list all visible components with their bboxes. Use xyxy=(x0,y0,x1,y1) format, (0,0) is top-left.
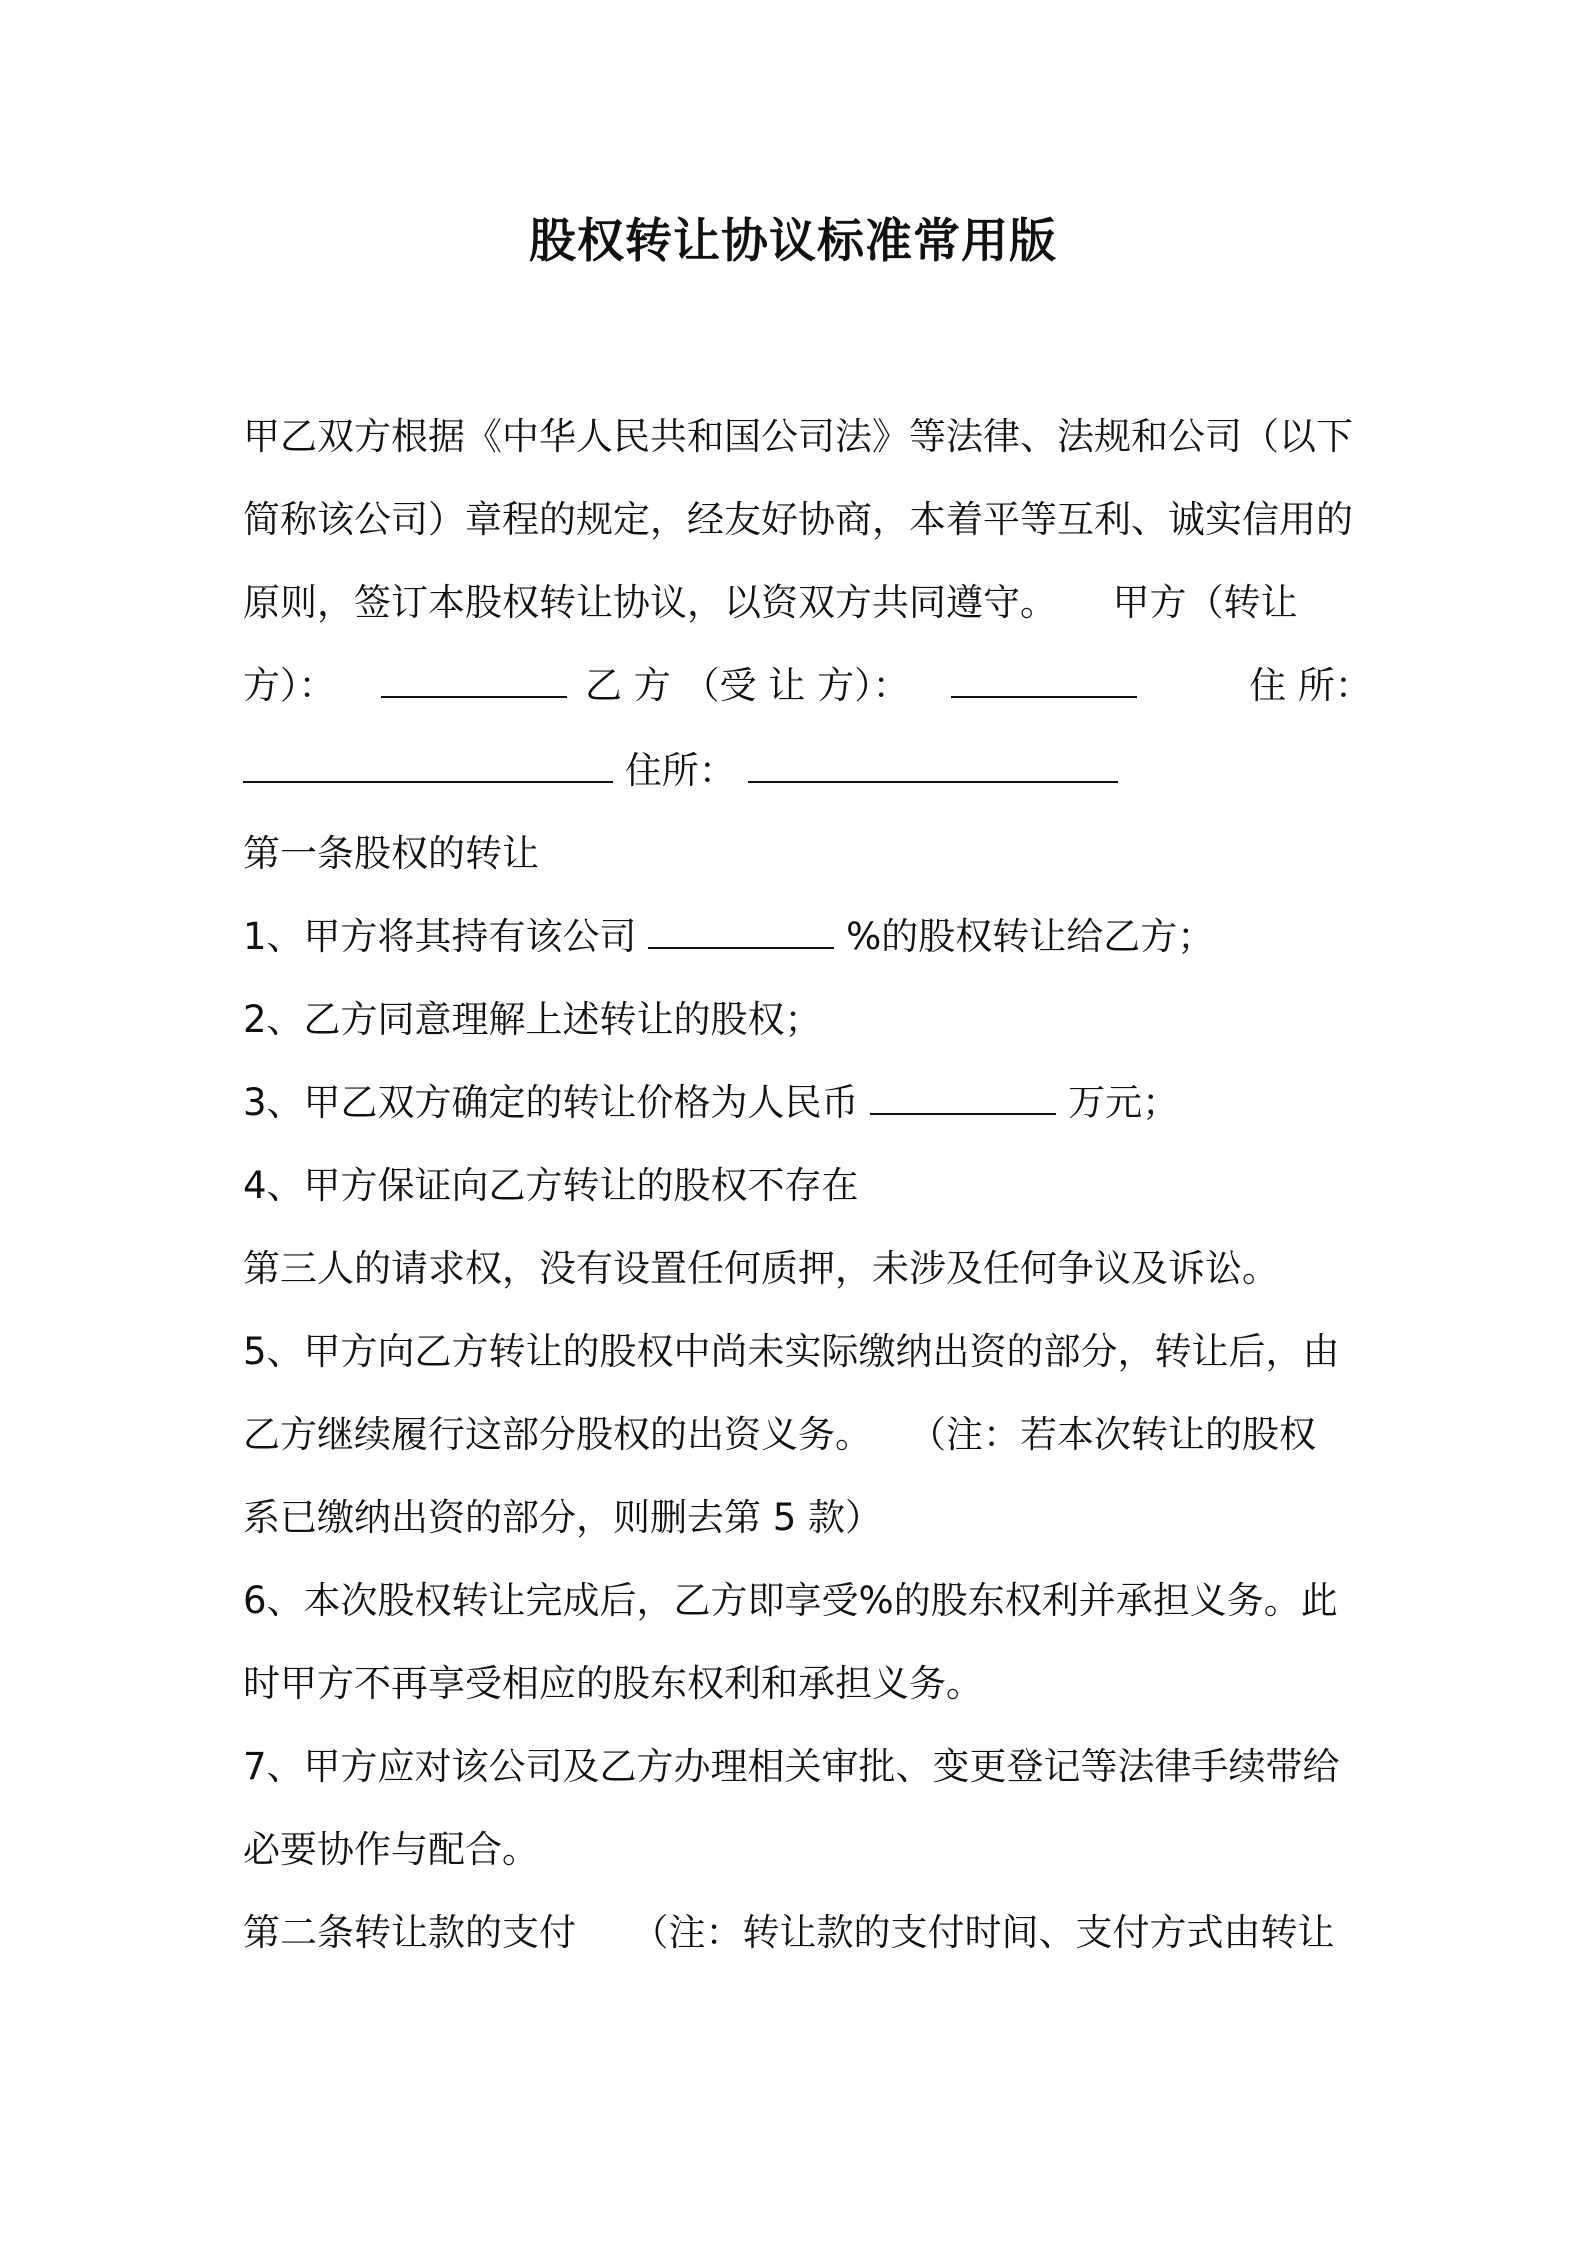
clause-3 xyxy=(243,1078,1353,1128)
line-text: 2、乙方同意理解上述转让的股权； xyxy=(243,998,822,1041)
address-label: 住 所： xyxy=(1249,664,1372,707)
line-text: 4、甲方保证向乙方转让的股权不存在 xyxy=(243,1164,859,1207)
paragraph-line-3 xyxy=(243,578,1353,628)
line-text: 6、本次股权转让完成后，乙方即享受%的股东权利并承担义务。此 xyxy=(243,1579,1338,1622)
line-text: 1、甲方将其持有该公司 xyxy=(243,915,637,958)
clause-7 xyxy=(243,1742,1353,1792)
clause-6 xyxy=(243,1576,1353,1626)
party-b-blank xyxy=(951,662,1137,698)
party-a-blank xyxy=(381,662,567,698)
line-text: 5、甲方向乙方转让的股权中尚未实际缴纳出资的部分，转让后，由 xyxy=(243,1330,1340,1373)
percentage-blank xyxy=(648,913,834,949)
party-a-label: 方）： xyxy=(243,664,336,707)
line-text: 原则，签订本股权转让协议，以资双方共同遵守。 甲方（转让 xyxy=(243,581,1298,624)
address-a-blank xyxy=(243,747,613,783)
clause-5 xyxy=(243,1327,1353,1377)
paragraph-line-1 xyxy=(243,412,1353,462)
paragraph-line-2 xyxy=(243,495,1353,545)
line-text: 3、甲乙双方确定的转让价格为人民币 xyxy=(243,1081,859,1124)
line-text: 第一条股权的转让 xyxy=(243,832,539,875)
line-text: 7、甲方应对该公司及乙方办理相关审批、变更登记等法律手续带给 xyxy=(243,1745,1340,1788)
party-line xyxy=(243,661,1372,711)
line-text: %的股权转让给乙方； xyxy=(846,915,1215,958)
line-text: 必要协作与配合。 xyxy=(243,1828,539,1871)
clause-5-note xyxy=(243,1493,1353,1543)
line-text: 万元； xyxy=(1068,1081,1180,1124)
address-b-blank xyxy=(748,747,1118,783)
article-1-heading xyxy=(243,829,1353,879)
line-text: 系已缴纳出资的部分，则删去第 5 款） xyxy=(243,1496,883,1539)
line-text: 第三人的请求权，没有设置任何质押，未涉及任何争议及诉讼。 xyxy=(243,1247,1279,1290)
address-line xyxy=(243,746,1353,796)
clause-7-continued xyxy=(243,1825,1353,1875)
clause-6-continued xyxy=(243,1659,1353,1709)
clause-5-continued xyxy=(243,1410,1353,1460)
line-text: 乙方继续履行这部分股权的出资义务。 （注：若本次转让的股权 xyxy=(243,1413,1316,1456)
party-b-label: 乙 方 （受 让 方）： xyxy=(585,664,910,707)
line-text: 甲乙双方根据《中华人民共和国公司法》等法律、法规和公司（以下 xyxy=(243,415,1353,458)
price-blank xyxy=(870,1079,1056,1115)
article-2-heading xyxy=(243,1908,1353,1958)
clause-2 xyxy=(243,995,1353,1045)
clause-4 xyxy=(243,1161,1353,1211)
document-title: 股权转让协议标准常用版 xyxy=(529,214,1057,269)
clause-1 xyxy=(243,912,1353,962)
address-b-label: 住所： xyxy=(624,749,736,792)
line-text: 简称该公司）章程的规定，经友好协商，本着平等互利、诚实信用的 xyxy=(243,498,1353,541)
line-text: 第二条转让款的支付 （注：转让款的支付时间、支付方式由转让 xyxy=(243,1911,1335,1954)
line-text: 时甲方不再享受相应的股东权利和承担义务。 xyxy=(243,1662,983,1705)
clause-4-continued xyxy=(243,1244,1353,1294)
